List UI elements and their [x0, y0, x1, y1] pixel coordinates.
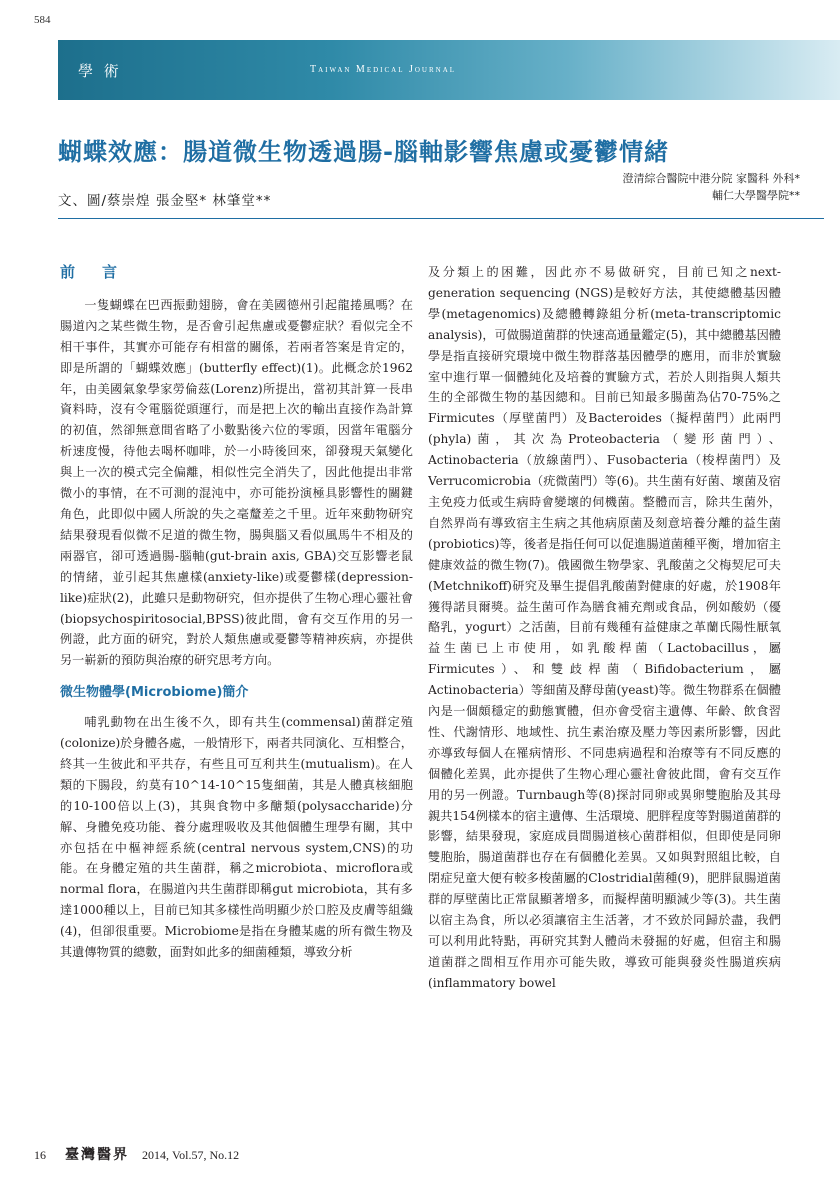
author-byline: 文、圖/蔡崇煌 張金堅* 林肇堂**: [58, 193, 272, 209]
issue-info: 2014, Vol.57, No.12: [142, 1148, 240, 1162]
section-tag: 學 術: [78, 62, 122, 80]
header-banner: [58, 40, 840, 100]
page-footer: [34, 1144, 239, 1164]
footer-page-number: 16: [34, 1148, 46, 1162]
top-page-number: 584: [34, 14, 51, 26]
journal-name: Taiwan Medical Journal: [310, 64, 457, 75]
left-column: [60, 262, 413, 1132]
journal-logo: 臺灣醫界: [65, 1147, 129, 1163]
continued-paragraph: 及分類上的困難，因此亦不易做研究，目前已知之next-generation sequencing (NGS)是較好方法，其使總體基因體學(metagenomics)及總體轉錄組分析(meta-transcriptomic analysis)，可做腸道菌群的快速高通量鑑定(5)，其中總體基因體學是指直接研究環境中微生物群落基因體學的應用，而非於實驗室中進行單一個體純化及培養的實驗方式，若於人則指與人類共生的全部微生物的基因總和。目前已知最多腸菌為佔70-75%之Firmicutes（厚壁菌門）及Bacteroides（擬桿菌門）此兩門(phyla)菌，其次為Proteobacteria（變形菌門）、Actinobacteria（放線菌門）、Fusobacteria（梭桿菌門）及Verrucomicrobia（疣微菌門）等(6)。共生菌有好菌、壞菌及宿主免疫力低或生病時會變壞的伺機菌。整體而言，除共生菌外，自然界尚有導致宿主生病之其他病原菌及刻意培養分離的益生菌(probiotics)等，後者是指任何可以促進腸道菌種平衡，增加宿主健康效益的微生物(7)。俄國微生物學家、乳酸菌之父梅契尼可夫(Metchnikoff)研究及畢生提倡乳酸菌對健康的好處，於1908年獲得諾貝爾獎。益生菌可作為膳食補充劑或食品，例如酸奶（優酪乳，yogurt）之活菌，目前有幾種有益健康之革蘭氏陽性厭氧益生菌已上市使用，如乳酸桿菌（Lactobacillus，屬Firmicutes）、和雙歧桿菌（Bifidobacterium，屬Actinobacteria）等細菌及酵母菌(yeast)等。微生物群系在個體內是一個頗穩定的動態實體，但亦會受宿主遺傳、年齡、飲食習性、代謝情形、地域性、抗生素治療及壓力等因素所影響，因此亦導致每個人在罹病情形、不同患病過程和治療等有不同反應的個體化差異，此亦提供了生物心理心靈社會彼此間，會有交互作用的另一例證。Turnbaugh等(8)探討同卵或異卵雙胞胎及其母親共154例樣本的宿主遺傳、生活環境、肥胖程度等對腸道菌群的影響，結果發現，家庭成員間腸道核心菌群相似，但即使是同卵雙胞胎，腸道菌群也存在有個體化差異。又如與對照組比較，自閉症兒童大便有較多梭菌屬的Clostridial菌種(9)，肥胖鼠腸道菌群的厚壁菌比正常鼠顯著增多，而擬桿菌明顯減少等(3)。共生菌以宿主為食，所以必須讓宿主生活著，才不致於同歸於盡，我們可以利用此特點，再研究其對人體尚未發掘的好處，但宿主和腸道菌群之間相互作用亦可能失敗，導致可能與發炎性腸道疾病(inflammatory bowel: [428, 265, 781, 990]
section-heading-microbiome: 微生物體學(Microbiome)簡介: [60, 685, 249, 701]
article-title: 蝴蝶效應：腸道微生物透過腸-腦軸影響焦慮或憂鬱情緒: [58, 138, 669, 166]
section-heading-intro: 前 言: [60, 263, 124, 281]
microbiome-paragraph: 哺乳動物在出生後不久，即有共生(commensal)菌群定殖(colonize)於身體各處，一般情形下，兩者共同演化、互相整合，終其一生彼此和平共存，有些且可互利共生(mutualism)。在人類的下腸段，約莫有10^14-10^15隻細菌，其是人體真核細胞的10-100倍以上(3)，其與食物中多醣類(polysaccharide)分解、身體免疫功能、養分處理吸收及其他個體生理學有關，其中亦包括在中樞神經系統(central nervous system,CNS)的功能。在身體定殖的共生菌群，稱之microbiota、microflora或normal flora，在腸道內共生菌群即稱gut microbiota，其有多達1000種以上，目前已知其多樣性尚明顯少於口腔及皮膚等組織(4)，但卻很重要。Microbiome是指在身體某處的所有微生物及其遺傳物質的總數，面對如此多的細菌種類，導致分析: [60, 715, 413, 960]
affiliation-line-1: 澄清綜合醫院中港分院 家醫科 外科*: [622, 172, 800, 185]
affiliations: [623, 170, 801, 204]
intro-paragraph: 一隻蝴蝶在巴西振動翅膀，會在美國德州引起龍捲風嗎？在腸道內之某些微生物，是否會引起焦慮或憂鬱症狀？看似完全不相干事件，其實亦可能存有相當的關係，若兩者答案是肯定的，即是所謂的「蝴蝶效應」(butterfly effect)(1)。此概念於1962年，由美國氣象學家勞倫茲(Lorenz)所提出，當初其計算一長串資料時，沒有令電腦從頭運行，而是把上次的輸出直接作為計算的初值，然卻無意間省略了小數點後六位的零頭，因當年電腦分析速度慢，待他去喝杯咖啡，於一小時後回來，卻發現天氣變化與上一次的模式完全偏離，相似性完全消失了，因此他提出非常微小的事情，在不可測的混沌中，亦可能扮演極具影響性的關鍵角色，此即似中國人所說的失之毫釐差之千里。近年來動物研究結果發現看似微不足道的微生物，腸與腦又看似風馬牛不相及的兩器官，卻可透過腸-腦軸(gut-brain axis, GBA)交互影響老鼠的情緒，並引起其焦慮樣(anxiety-like)或憂鬱樣(depression-like)症狀(2)，此雖只是動物研究，但亦提供了生物心理心靈社會(biopsychospiritosocial,BPSS)彼此間，會有交互作用的另一例證，此方面的研究，對於人類焦慮或憂鬱等精神疾病，亦提供另一嶄新的預防與治療的研究思考方向。: [60, 297, 413, 668]
right-column: [428, 262, 781, 1132]
title-divider: [58, 218, 824, 219]
affiliation-line-2: 輔仁大學醫學院**: [712, 189, 800, 202]
